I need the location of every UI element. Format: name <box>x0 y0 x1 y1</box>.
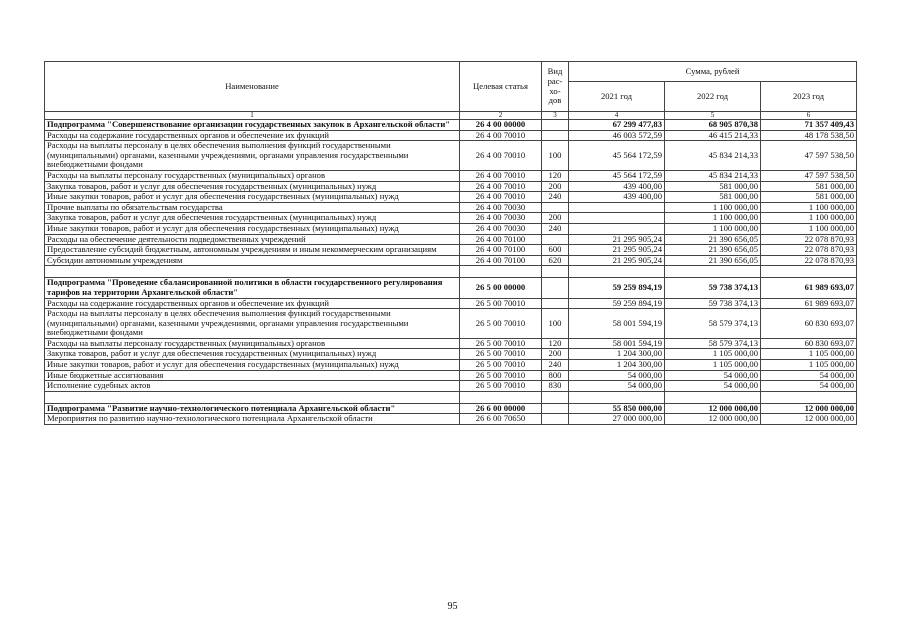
row-amount-2022: 21 390 656,05 <box>665 245 761 256</box>
column-number: 3 <box>542 112 569 120</box>
empty-cell <box>665 391 761 403</box>
row-target-code: 26 4 00 70010 <box>460 181 542 192</box>
header-code: Целевая статья <box>460 62 542 112</box>
row-name: Закупка товаров, работ и услуг для обеспечения государственных (муниципальных) нужд <box>45 181 460 192</box>
row-amount-2022: 581 000,00 <box>665 181 761 192</box>
empty-cell <box>569 266 665 278</box>
row-amount-2022: 54 000,00 <box>665 370 761 381</box>
row-target-code: 26 4 00 70100 <box>460 234 542 245</box>
row-target-code: 26 4 00 70030 <box>460 223 542 234</box>
row-amount-2021: 59 259 894,19 <box>569 298 665 309</box>
row-name: Расходы на обеспечение деятельности подведомственных учреждений <box>45 234 460 245</box>
row-target-code: 26 5 00 70010 <box>460 349 542 360</box>
row-target-code: 26 5 00 70010 <box>460 309 542 339</box>
row-amount-2021: 439 400,00 <box>569 192 665 203</box>
row-amount-2021: 58 001 594,19 <box>569 309 665 339</box>
row-amount-2022: 45 834 214,33 <box>665 170 761 181</box>
table-row <box>45 192 857 203</box>
table-row <box>45 170 857 181</box>
row-amount-2022: 59 738 374,13 <box>665 298 761 309</box>
row-expense-type: 240 <box>542 360 569 371</box>
table-row <box>45 234 857 245</box>
row-amount-2022: 581 000,00 <box>665 192 761 203</box>
row-amount-2022: 21 390 656,05 <box>665 234 761 245</box>
row-name: Подпрограмма "Развитие научно-технологического потенциала Архангельской области" <box>45 403 460 414</box>
row-amount-2023: 60 830 693,07 <box>761 338 857 349</box>
table-row <box>45 349 857 360</box>
row-name: Расходы на выплаты персоналу государственных (муниципальных) органов <box>45 338 460 349</box>
empty-cell <box>542 391 569 403</box>
row-name: Расходы на выплаты персоналу в целях обеспечения выполнения функций государственными (муниципальными) органами, казенными учреждениями, органами управления государственными внебюджетными фондами <box>45 309 460 339</box>
row-name: Прочие выплаты по обязательствам государства <box>45 202 460 213</box>
table-row <box>45 414 857 425</box>
budget-table <box>44 61 857 425</box>
row-name: Расходы на выплаты персоналу в целях обеспечения выполнения функций государственными (муниципальными) органами, казенными учреждениями, органами управления государственными внебюджетными фондами <box>45 141 460 171</box>
row-amount-2021: 1 204 300,00 <box>569 360 665 371</box>
row-expense-type <box>542 403 569 414</box>
row-name: Закупка товаров, работ и услуг для обеспечения государственных (муниципальных) нужд <box>45 213 460 224</box>
row-amount-2021: 439 400,00 <box>569 181 665 192</box>
row-expense-type <box>542 130 569 141</box>
empty-cell <box>45 266 460 278</box>
row-expense-type <box>542 202 569 213</box>
empty-cell <box>761 391 857 403</box>
column-number: 4 <box>569 112 665 120</box>
row-amount-2021: 58 001 594,19 <box>569 338 665 349</box>
subprogram-row <box>45 403 857 414</box>
table-row <box>45 338 857 349</box>
row-amount-2023: 22 078 870,93 <box>761 234 857 245</box>
header-year-2021: 2021 год <box>569 82 665 112</box>
row-amount-2023: 22 078 870,93 <box>761 245 857 256</box>
row-name: Подпрограмма "Проведение сбалансированной политики в области государственного регулирования тарифов на территории Архангельской области" <box>45 278 460 298</box>
row-amount-2023: 1 105 000,00 <box>761 349 857 360</box>
row-amount-2023: 12 000 000,00 <box>761 414 857 425</box>
row-target-code: 26 5 00 70010 <box>460 338 542 349</box>
row-name: Иные закупки товаров, работ и услуг для обеспечения государственных (муниципальных) нужд <box>45 192 460 203</box>
row-amount-2023: 581 000,00 <box>761 181 857 192</box>
table-row <box>45 370 857 381</box>
row-name: Иные закупки товаров, работ и услуг для обеспечения государственных (муниципальных) нужд <box>45 360 460 371</box>
column-number: 5 <box>665 112 761 120</box>
row-amount-2021: 27 000 000,00 <box>569 414 665 425</box>
row-name: Расходы на содержание государственных органов и обеспечение их функций <box>45 130 460 141</box>
header-sum: Сумма, рублей <box>569 62 857 82</box>
table-row <box>45 213 857 224</box>
row-expense-type <box>542 120 569 131</box>
row-amount-2022: 58 579 374,13 <box>665 309 761 339</box>
column-number: 6 <box>761 112 857 120</box>
row-amount-2022: 12 000 000,00 <box>665 414 761 425</box>
row-amount-2021: 67 299 477,83 <box>569 120 665 131</box>
row-target-code: 26 4 00 70010 <box>460 192 542 203</box>
row-target-code: 26 4 00 00000 <box>460 120 542 131</box>
row-name: Исполнение судебных актов <box>45 381 460 392</box>
subprogram-row <box>45 120 857 131</box>
row-expense-type: 200 <box>542 349 569 360</box>
row-target-code: 26 6 00 70650 <box>460 414 542 425</box>
row-expense-type: 240 <box>542 192 569 203</box>
row-expense-type: 100 <box>542 309 569 339</box>
row-amount-2022: 54 000,00 <box>665 381 761 392</box>
row-target-code: 26 4 00 70100 <box>460 245 542 256</box>
spacer-row <box>45 391 857 403</box>
row-amount-2021 <box>569 223 665 234</box>
row-name: Иные бюджетные ассигнования <box>45 370 460 381</box>
column-number-row <box>45 112 857 120</box>
row-amount-2021 <box>569 202 665 213</box>
row-amount-2021: 54 000,00 <box>569 381 665 392</box>
row-amount-2022: 12 000 000,00 <box>665 403 761 414</box>
empty-cell <box>761 266 857 278</box>
row-amount-2023: 47 597 538,50 <box>761 170 857 181</box>
row-amount-2022: 1 100 000,00 <box>665 223 761 234</box>
row-amount-2022: 58 579 374,13 <box>665 338 761 349</box>
row-amount-2023: 47 597 538,50 <box>761 141 857 171</box>
row-target-code: 26 4 00 70030 <box>460 202 542 213</box>
row-amount-2021: 54 000,00 <box>569 370 665 381</box>
row-amount-2023: 1 100 000,00 <box>761 213 857 224</box>
row-amount-2022: 68 905 870,38 <box>665 120 761 131</box>
row-expense-type: 800 <box>542 370 569 381</box>
header-year-2023: 2023 год <box>761 82 857 112</box>
row-amount-2022: 45 834 214,33 <box>665 141 761 171</box>
row-name: Закупка товаров, работ и услуг для обеспечения государственных (муниципальных) нужд <box>45 349 460 360</box>
row-amount-2023: 12 000 000,00 <box>761 403 857 414</box>
row-expense-type: 120 <box>542 338 569 349</box>
row-name: Расходы на выплаты персоналу государственных (муниципальных) органов <box>45 170 460 181</box>
row-name: Расходы на содержание государственных органов и обеспечение их функций <box>45 298 460 309</box>
row-amount-2023: 48 178 538,50 <box>761 130 857 141</box>
row-amount-2021: 46 003 572,59 <box>569 130 665 141</box>
row-target-code: 26 4 00 70010 <box>460 130 542 141</box>
row-name: Субсидии автономным учреждениям <box>45 255 460 266</box>
table-row <box>45 223 857 234</box>
table-row <box>45 141 857 171</box>
table-row <box>45 181 857 192</box>
row-name: Иные закупки товаров, работ и услуг для обеспечения государственных (муниципальных) нужд <box>45 223 460 234</box>
row-expense-type: 620 <box>542 255 569 266</box>
table-body <box>45 120 857 425</box>
row-target-code: 26 5 00 70010 <box>460 298 542 309</box>
row-name: Предоставление субсидий бюджетным, автономным учреждениям и иным некоммерческим организациям <box>45 245 460 256</box>
table-row <box>45 245 857 256</box>
table-header <box>45 62 857 120</box>
row-amount-2023: 60 830 693,07 <box>761 309 857 339</box>
row-amount-2021: 45 564 172,59 <box>569 170 665 181</box>
row-amount-2022: 1 105 000,00 <box>665 360 761 371</box>
row-amount-2021: 21 295 905,24 <box>569 255 665 266</box>
row-name: Мероприятия по развитию научно-технологического потенциала Архангельской области <box>45 414 460 425</box>
row-expense-type: 240 <box>542 223 569 234</box>
row-amount-2023: 54 000,00 <box>761 370 857 381</box>
column-number: 2 <box>460 112 542 120</box>
row-expense-type <box>542 278 569 298</box>
row-amount-2021: 21 295 905,24 <box>569 234 665 245</box>
empty-cell <box>569 391 665 403</box>
row-target-code: 26 5 00 70010 <box>460 370 542 381</box>
row-amount-2023: 71 357 409,43 <box>761 120 857 131</box>
row-amount-2023: 581 000,00 <box>761 192 857 203</box>
row-expense-type: 120 <box>542 170 569 181</box>
row-amount-2023: 1 105 000,00 <box>761 360 857 371</box>
row-amount-2021: 55 850 000,00 <box>569 403 665 414</box>
row-amount-2022: 1 105 000,00 <box>665 349 761 360</box>
header-vid: Вид рас-хо-дов <box>542 62 569 112</box>
subprogram-row <box>45 278 857 298</box>
row-target-code: 26 5 00 70010 <box>460 360 542 371</box>
table-row <box>45 255 857 266</box>
table-row <box>45 360 857 371</box>
row-amount-2023: 61 989 693,07 <box>761 278 857 298</box>
empty-cell <box>665 266 761 278</box>
row-expense-type <box>542 414 569 425</box>
row-amount-2022: 1 100 000,00 <box>665 202 761 213</box>
table-row <box>45 309 857 339</box>
row-amount-2022: 1 100 000,00 <box>665 213 761 224</box>
row-target-code: 26 4 00 70010 <box>460 170 542 181</box>
row-name: Подпрограмма "Совершенствование организации государственных закупок в Архангельской области" <box>45 120 460 131</box>
row-amount-2021: 21 295 905,24 <box>569 245 665 256</box>
column-number: 1 <box>45 112 460 120</box>
row-target-code: 26 4 00 70100 <box>460 255 542 266</box>
row-expense-type <box>542 298 569 309</box>
row-expense-type: 600 <box>542 245 569 256</box>
row-amount-2022: 21 390 656,05 <box>665 255 761 266</box>
row-expense-type: 200 <box>542 181 569 192</box>
table-row <box>45 381 857 392</box>
row-amount-2023: 61 989 693,07 <box>761 298 857 309</box>
table-row <box>45 130 857 141</box>
row-target-code: 26 5 00 00000 <box>460 278 542 298</box>
empty-cell <box>542 266 569 278</box>
row-target-code: 26 4 00 70010 <box>460 141 542 171</box>
row-amount-2021 <box>569 213 665 224</box>
row-amount-2021: 45 564 172,59 <box>569 141 665 171</box>
row-target-code: 26 5 00 70010 <box>460 381 542 392</box>
row-expense-type: 830 <box>542 381 569 392</box>
empty-cell <box>460 266 542 278</box>
row-amount-2022: 46 415 214,33 <box>665 130 761 141</box>
header-name: Наименование <box>45 62 460 112</box>
row-amount-2023: 1 100 000,00 <box>761 202 857 213</box>
row-amount-2023: 1 100 000,00 <box>761 223 857 234</box>
page-number: 95 <box>447 601 458 612</box>
row-expense-type: 100 <box>542 141 569 171</box>
empty-cell <box>460 391 542 403</box>
table-row <box>45 298 857 309</box>
row-target-code: 26 4 00 70030 <box>460 213 542 224</box>
row-amount-2023: 22 078 870,93 <box>761 255 857 266</box>
empty-cell <box>45 391 460 403</box>
row-amount-2023: 54 000,00 <box>761 381 857 392</box>
row-target-code: 26 6 00 00000 <box>460 403 542 414</box>
header-year-2022: 2022 год <box>665 82 761 112</box>
spacer-row <box>45 266 857 278</box>
row-amount-2021: 1 204 300,00 <box>569 349 665 360</box>
row-expense-type: 200 <box>542 213 569 224</box>
table-row <box>45 202 857 213</box>
row-amount-2022: 59 738 374,13 <box>665 278 761 298</box>
row-amount-2021: 59 259 894,19 <box>569 278 665 298</box>
row-expense-type <box>542 234 569 245</box>
